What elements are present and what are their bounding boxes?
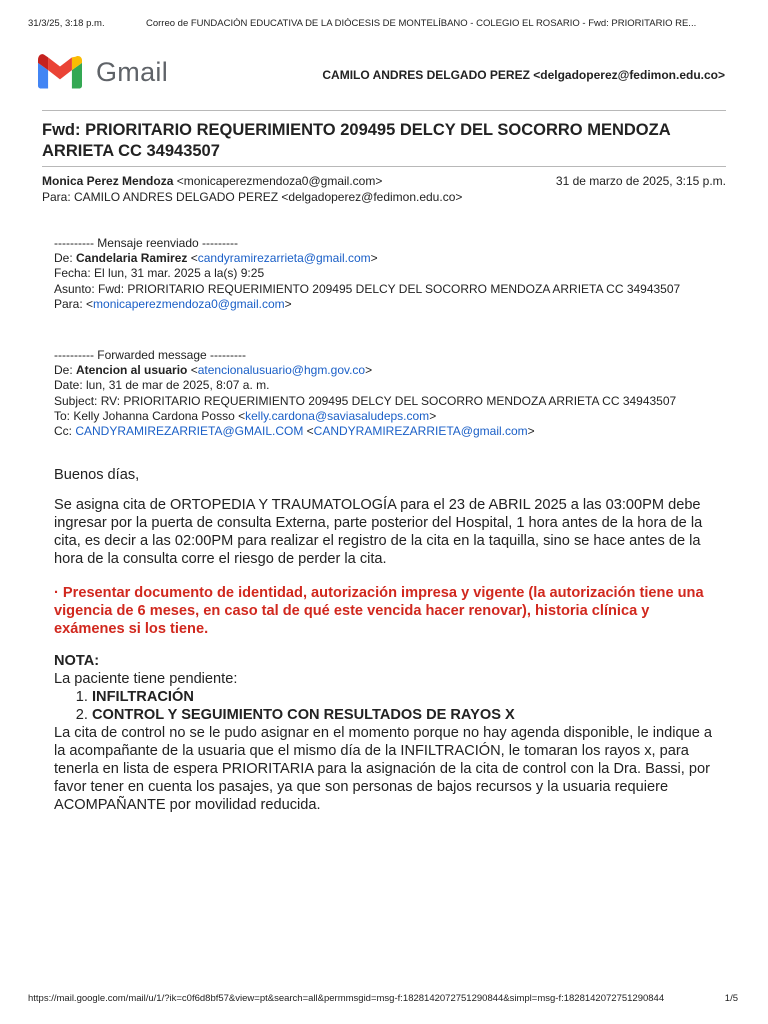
print-timestamp: 31/3/25, 3:18 p.m. [28, 18, 105, 29]
sender-line [42, 174, 726, 188]
pending-list [54, 688, 714, 724]
forward-separator: ---------- Mensaje reenviado --------- [54, 236, 238, 250]
sender-email: <monicaperezmendoza0@gmail.com> [176, 174, 383, 188]
email-link[interactable]: monicaperezmendoza0@gmail.com [93, 296, 285, 311]
forward-subject: Asunto: Fwd: PRIORITARIO REQUERIMIENTO 209495 DELCY DEL SOCORRO MENDOZA ARRIETA CC 34943507 [54, 281, 681, 296]
control-paragraph: La cita de control no se le pudo asignar en el momento porque no hay agenda disponible, le indique a la acompañante de la usuaria que el mismo día de la INFILTRACIÓN, le tomaran los rayos x, para tenerla en lista de espera PRIORITARIA para la asignación de la cita de control con la Dra. Bassi, por favor tener en cuenta los pasajes, ya que son personas de bajos recursos y la usuaria requiere ACOMPAÑANTE por movilidad reducida. [54, 725, 712, 813]
account-identity: CAMILO ANDRES DELGADO PEREZ <delgadoperez@fedimon.edu.co> [322, 68, 725, 82]
print-header [28, 18, 740, 29]
print-title: Correo de FUNDACIÓN EDUCATIVA DE LA DIÓCESIS DE MONTELÍBANO - COLEGIO EL ROSARIO - Fwd: PRIORITARIO RE... [146, 18, 697, 29]
divider [42, 166, 726, 167]
forwarded-header-2 [54, 348, 676, 439]
sender-name: Monica Perez Mendoza [42, 174, 174, 188]
email-link[interactable]: atencionalusuario@hgm.gov.co [197, 363, 366, 378]
gmail-logo [38, 54, 168, 90]
forward-subject: Subject: RV: PRIORITARIO REQUERIMIENTO 209495 DELCY DEL SOCORRO MENDOZA ARRIETA CC 34943507 [54, 393, 677, 408]
appointment-paragraph: Se asigna cita de ORTOPEDIA Y TRAUMATOLOGÍA para el 23 de ABRIL 2025 a las 03:00PM debe ingresar por la puerta de consulta Externa, parte posterior del Hospital, 1 hora antes de la hora de la cita, es decir a las 02:00PM para realizar el registro de la cita en la taquilla, sino se hace antes de la hora de la consulta corre el riesgo de perder la cita. [54, 497, 703, 567]
email-subject: Fwd: PRIORITARIO REQUERIMIENTO 209495 DELCY DEL SOCORRO MENDOZA ARRIETA CC 34943507 [42, 121, 670, 160]
pending-intro: La paciente tiene pendiente: [54, 671, 238, 687]
note-section [54, 652, 714, 814]
forward-from: De: Atencion al usuario <atencionalusuario@hgm.gov.co> [54, 363, 373, 378]
forward-to: To: Kelly Johanna Cardona Posso <kelly.cardona@saviasaludeps.com> [54, 408, 437, 423]
page-number: 1/5 [724, 993, 738, 1004]
email-link[interactable]: kelly.cardona@saviasaludeps.com [245, 408, 430, 423]
forwarded-header-1 [54, 236, 680, 312]
note-title: NOTA: [54, 653, 100, 669]
forward-separator: ---------- Forwarded message --------- [54, 348, 246, 362]
print-footer [28, 993, 738, 1004]
forward-from: De: Candelaria Ramirez <candyramirezarrieta@gmail.com> [54, 251, 378, 266]
forward-to: Para: <monicaperezmendoza0@gmail.com> [54, 296, 292, 311]
email-link[interactable]: candyramirezarrieta@gmail.com [197, 251, 371, 266]
greeting: Buenos días, [54, 467, 140, 483]
requirements-notice: · Presentar documento de identidad, autorización impresa y vigente (la autorización tiene una vigencia de 6 meses, en caso tal de qué este vencida hacer renovar), historia clínica y exámenes si los tiene. [54, 585, 704, 637]
email-link[interactable]: CANDYRAMIREZARRIETA@GMAIL.COM [75, 424, 304, 439]
gmail-wordmark: Gmail [96, 56, 169, 87]
email-link[interactable]: CANDYRAMIREZARRIETA@gmail.com [313, 424, 528, 439]
page-url: https://mail.google.com/mail/u/1/?ik=c0f6d8bf57&view=pt&search=all&permmsgid=msg-f:1828142072751290844&simpl=msg-f:1828142072751290844 [28, 993, 665, 1004]
gmail-logo-icon [38, 54, 82, 90]
forward-cc: Cc: CANDYRAMIREZARRIETA@GMAIL.COM <CANDYRAMIREZARRIETA@gmail.com> [54, 424, 535, 439]
divider [42, 110, 726, 111]
forward-date: Date: lun, 31 de mar de 2025, 8:07 a. m. [54, 378, 270, 393]
email-date: 31 de marzo de 2025, 3:15 p.m. [555, 174, 726, 188]
forward-date: Fecha: El lun, 31 mar. 2025 a la(s) 9:25 [54, 266, 265, 281]
list-item: 1. INFILTRACIÓN [92, 688, 714, 706]
recipient-line: Para: CAMILO ANDRES DELGADO PEREZ <delgadoperez@fedimon.edu.co> [42, 190, 463, 204]
list-item: 2. CONTROL Y SEGUIMIENTO CON RESULTADOS DE RAYOS X [92, 706, 714, 724]
